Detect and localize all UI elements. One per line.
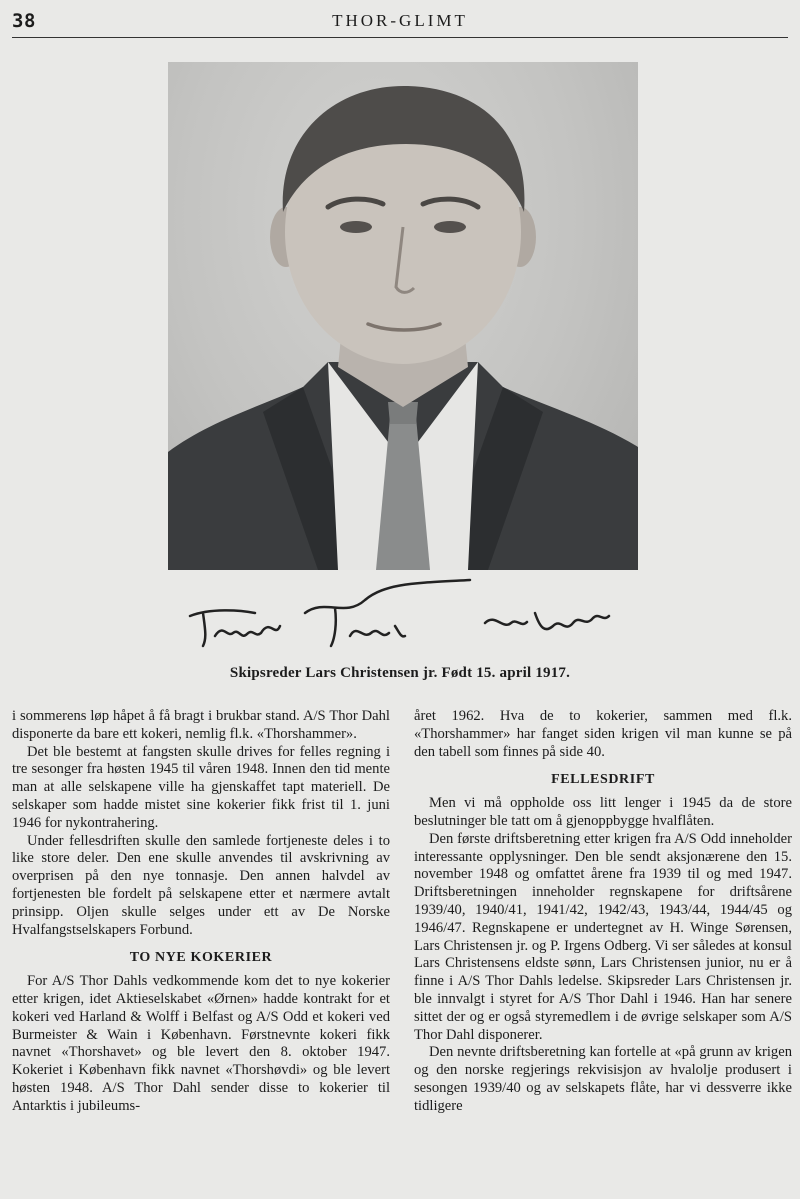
paragraph: For A/S Thor Dahls vedkommende kom det to nye kokerier etter krigen, idet Aktieselskabet «Ørnen» hadde kontrakt for et kokeri ved Harland & Wolff i Belfast og A/S Odd et kokeri ved Burmeister & Wain i København. Førstnevnte kokeri fikk navnet «Thorshavet» og ble levert den 8. oktober 1947. Kokeriet i København fikk navnet «Thorshøvdi» og ble levert høsten 1948. A/S Thor Dahl sender disse to kokerier til Antarktis i jubileums- <box>12 973 390 1114</box>
page-number: 38 <box>12 10 36 32</box>
section-heading: TO NYE KOKERIER <box>129 950 273 966</box>
paragraph: Men vi må oppholde oss litt lenger i 1945 da de store beslutninger ble tatt om å gjenoppbygge hvalflåten. <box>414 795 792 829</box>
portrait-photo <box>168 62 638 570</box>
signature <box>185 578 625 658</box>
paragraph: Det ble bestemt at fangsten skulle drives for felles regning i tre sesonger fra høsten 1945 til våren 1948. Innen den tid mente man at alle selskapene ville ha gjenskaffet tapt materiell. De selskaper som hadde mistet sine kokerier fikk frist til 1. juni 1946 for nykontrahering. <box>12 743 390 831</box>
running-title: THOR-GLIMT <box>332 11 468 30</box>
left-column <box>12 708 390 1198</box>
paragraph: Den nevnte driftsberetning kan fortelle at «på grunn av krigen og den norske regjerings rekvisisjon av hvalolje produsert i sesongen 1939/40 og av selskapets flåte, har vi dessverre ikke tidligere <box>414 1044 792 1114</box>
paragraph: i sommerens løp håpet å få bragt i brukbar stand. A/S Thor Dahl disponerte da bare ett kokeri, nemlig fl.k. «Thorshammer». <box>12 708 390 742</box>
portrait-illustration <box>168 62 638 570</box>
paragraph: Under fellesdriften skulle den samlede fortjeneste deles i to like store deler. Den ene skulle anvendes til avskrivning av overprisen på den nye tonnasje. Den annen halvdel av fortjenesten ble fordelt på selskapene etter et nærmere avtalt prinsipp. Oljen skulle selges under ett av De Norske Hvalfangstselskapers Forbund. <box>12 832 390 938</box>
paragraph: året 1962. Hva de to kokerier, sammen med fl.k. «Thorshammer» har fanget siden krigen vil man kunne se på den tabell som finnes på side 40. <box>414 708 792 760</box>
section-heading: FELLESDRIFT <box>551 772 655 788</box>
paragraph: Den første driftsberetning etter krigen fra A/S Odd inneholder interessante opplysninger. Den ble sendt aksjonærene den 15. november 1948 og omfattet årene fra 1939 til og med 1947. Driftsberetningen inneholder regnskapene for driftsårene 1939/40, 1940/41, 1941/42, 1942/43, 1943/44, 1944/45 og 1946/47. Regnskapene er undertegnet av H. Winge Sørensen, Lars Christensen jr. og P. Irgens Odberg. Vi ser således at konsul Lars Christensens eldste sønn, Lars Christensen junior, nu er å finne i A/S Thor Dahls ledelse. Skipsreder Lars Christensen jr. ble innvalgt i styret for A/S Thor Dahl i 1946. Han har senere sittet der og er også styremedlem i de øvrige selskaper som A/S Thor Dahl disponerer. <box>414 830 792 1043</box>
photo-caption: Skipsreder Lars Christensen jr. Født 15. april 1917. <box>229 665 571 681</box>
page-header <box>12 8 788 38</box>
right-column <box>414 708 792 1198</box>
header-rule <box>12 37 788 38</box>
